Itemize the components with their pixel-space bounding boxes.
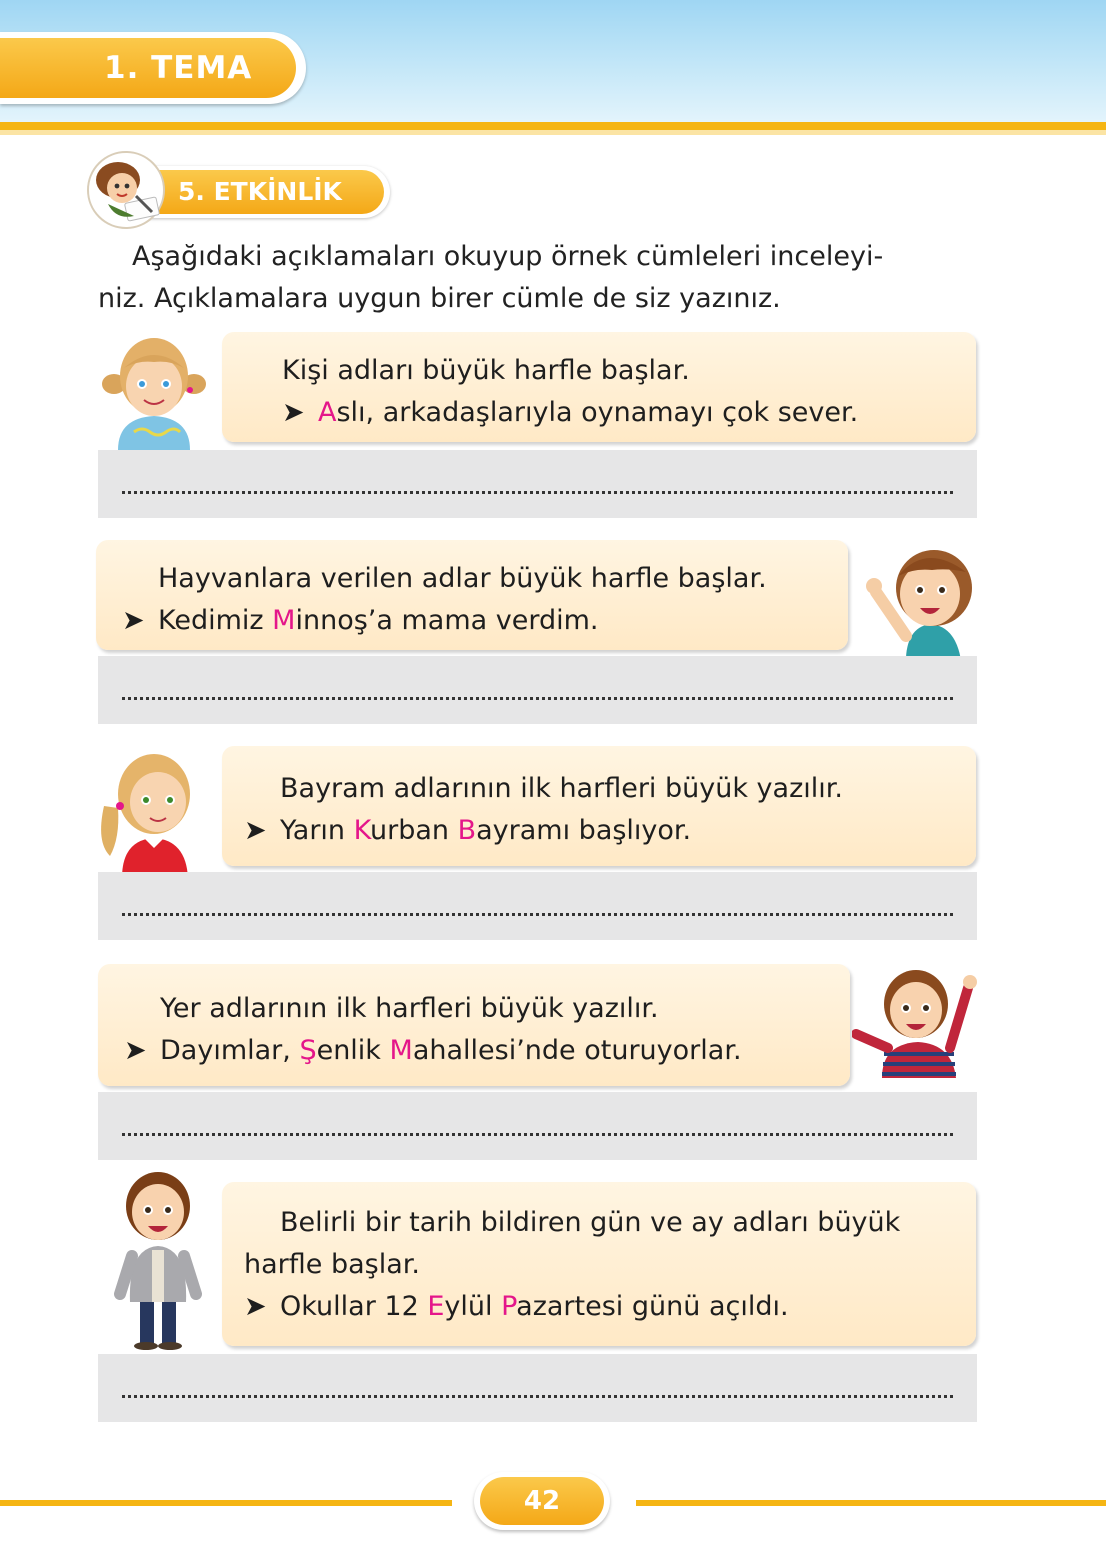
arrow-icon: ➤ <box>122 605 145 636</box>
highlighted-capital-letter: E <box>427 1291 445 1322</box>
answer-line-4[interactable] <box>98 1092 977 1160</box>
highlighted-capital-letter: K <box>353 815 370 846</box>
boy-grey-cardigan-icon <box>110 1166 206 1350</box>
example-sentence <box>244 1286 976 1328</box>
highlighted-capital-letter: P <box>501 1291 517 1322</box>
example-sentence <box>122 600 848 642</box>
example-text: Yarın <box>280 815 354 846</box>
girl-blue-sweater-icon <box>100 332 208 450</box>
rule-box-1 <box>222 332 976 442</box>
example-text: Okullar 12 <box>280 1291 428 1322</box>
rule-text: Bayram adlarının ilk harfleri büyük yazılır. <box>280 773 843 804</box>
example-sentence <box>124 1030 850 1072</box>
rule-text: Hayvanlara verilen adlar büyük harfle başlar. <box>158 563 767 594</box>
example-sentence <box>282 392 976 434</box>
girl-red-shirt-icon <box>96 746 208 878</box>
rule-box-2 <box>96 540 848 650</box>
answer-line-2[interactable] <box>98 656 977 724</box>
arrow-icon: ➤ <box>244 815 267 846</box>
highlighted-capital-letter: A <box>318 397 337 428</box>
girl-writing-icon <box>86 150 166 230</box>
theme-label: 1. TEMA <box>0 38 296 98</box>
boy-waving-icon <box>866 532 978 668</box>
highlighted-capital-letter: Ş <box>299 1035 317 1066</box>
example-text: ayramı başlıyor. <box>476 815 692 846</box>
page-number: 42 <box>480 1477 604 1525</box>
activity-label: 5. ETKİNLİK <box>118 170 384 214</box>
example-text: Dayımlar, <box>160 1035 300 1066</box>
highlighted-capital-letter: B <box>457 815 477 846</box>
rule-box-5 <box>222 1182 976 1346</box>
answer-line-1[interactable] <box>98 450 977 518</box>
footer-line-left <box>0 1500 452 1506</box>
rule-text: Belirli bir tarih bildiren gün ve ay adları büyük <box>280 1207 901 1238</box>
example-sentence <box>244 810 976 852</box>
arrow-icon: ➤ <box>244 1291 267 1322</box>
answer-line-3[interactable] <box>98 872 977 940</box>
rule-box-3 <box>222 746 976 866</box>
instruction-text: Aşağıdaki açıklamaları okuyup örnek cümleleri inceleyi- niz. Açıklamalara uygun birer cümle de siz yazınız. <box>98 241 884 314</box>
example-text: urban <box>370 815 458 846</box>
answer-line-5[interactable] <box>98 1354 977 1422</box>
rule-text: Yer adlarının ilk harfleri büyük yazılır. <box>160 993 659 1024</box>
example-text: azartesi günü açıldı. <box>516 1291 789 1322</box>
example-text: innoş’a mama verdim. <box>295 605 599 636</box>
example-text: slı, arkadaşlarıyla oynamayı çok sever. <box>336 397 859 428</box>
rule-text-continued: harfle başlar. <box>244 1249 420 1280</box>
footer-line-right <box>636 1500 1106 1506</box>
header-divider <box>0 122 1106 130</box>
highlighted-capital-letter: M <box>272 605 296 636</box>
boy-striped-shirt-icon <box>852 962 978 1078</box>
example-text: Kedimiz <box>158 605 273 636</box>
rule-box-4 <box>98 964 850 1086</box>
rule-text: Kişi adları büyük harfle başlar. <box>282 355 690 386</box>
example-text: ylül <box>444 1291 502 1322</box>
header-divider-light <box>0 130 1106 135</box>
arrow-icon: ➤ <box>124 1035 147 1066</box>
arrow-icon: ➤ <box>282 397 305 428</box>
example-text: enlik <box>316 1035 390 1066</box>
example-text: ahallesi’nde oturuyorlar. <box>412 1035 742 1066</box>
highlighted-capital-letter: M <box>389 1035 413 1066</box>
